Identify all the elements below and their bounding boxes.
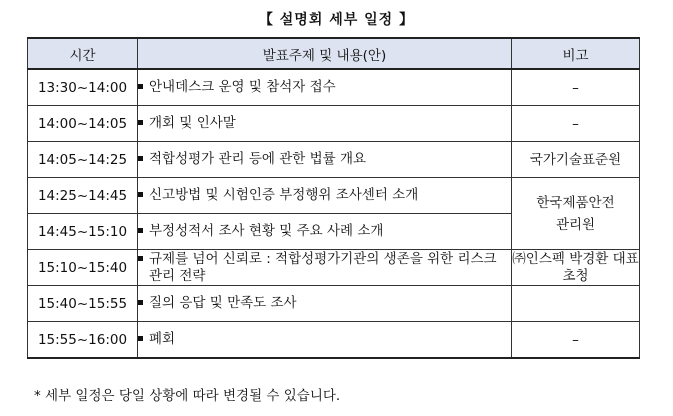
- row-note: [512, 178, 640, 250]
- bullet-icon: [138, 84, 143, 89]
- bullet-icon: [138, 336, 143, 341]
- header-note: 비고: [512, 38, 640, 69]
- row-time: 15:10~15:40: [28, 250, 138, 286]
- table-row: [28, 178, 640, 214]
- bullet-icon: [138, 300, 143, 305]
- row-topic: [138, 178, 512, 214]
- bullet-icon: [138, 156, 143, 161]
- row-topic: [138, 322, 512, 359]
- table-row: [28, 250, 640, 286]
- row-topic-text: 규제를 넘어 신뢰로 : 적합성평가기관의 생존을 위한 리스크 관리 전략: [149, 250, 497, 284]
- schedule-table: [27, 37, 640, 359]
- row-topic-text: 폐회: [149, 331, 176, 347]
- row-time: 14:45~15:10: [28, 214, 138, 250]
- row-note: 국가기술표준원: [512, 142, 640, 178]
- row-topic: [138, 142, 512, 178]
- row-note: [512, 286, 640, 322]
- row-note: –: [512, 69, 640, 106]
- row-time: 15:55~16:00: [28, 322, 138, 359]
- row-note: [512, 250, 640, 286]
- row-topic-text: 부정성적서 조사 현황 및 주요 사례 소개: [149, 223, 384, 239]
- table-row: [28, 106, 640, 142]
- table-row: [28, 142, 640, 178]
- row-time: 14:00~14:05: [28, 106, 138, 142]
- bullet-icon: [138, 228, 143, 233]
- row-topic: [138, 106, 512, 142]
- row-topic: [138, 69, 512, 106]
- row-topic: [138, 286, 512, 322]
- row-note-text: ㈜인스펙 박경환 대표 초청: [512, 250, 639, 284]
- bullet-icon: [138, 120, 143, 125]
- bullet-icon: [138, 256, 143, 261]
- row-time: 14:25~14:45: [28, 178, 138, 214]
- row-note: –: [512, 322, 640, 359]
- row-topic-text: 안내데스크 운영 및 참석자 접수: [149, 79, 336, 95]
- row-topic-text: 질의 응답 및 만족도 조사: [149, 295, 297, 311]
- row-topic: [138, 250, 512, 286]
- header-time: 시간: [28, 38, 138, 69]
- row-time: 14:05~14:25: [28, 142, 138, 178]
- table-header-row: [28, 38, 640, 69]
- row-topic-text: 신고방법 및 시험인증 부정행위 조사센터 소개: [149, 187, 419, 203]
- row-topic: [138, 214, 512, 250]
- row-note: –: [512, 106, 640, 142]
- row-topic-text: 적합성평가 관리 등에 관한 법률 개요: [149, 151, 367, 167]
- row-note-text: 한국제품안전 관리원: [536, 194, 615, 233]
- row-time: 13:30~14:00: [28, 69, 138, 106]
- page-title: 【 설명회 세부 일정 】: [258, 12, 415, 28]
- table-row: [28, 322, 640, 359]
- row-topic-text: 개회 및 인사말: [149, 115, 236, 131]
- header-topic: 발표주제 및 내용(안): [138, 38, 512, 69]
- table-row: [28, 286, 640, 322]
- table-row: [28, 69, 640, 106]
- bullet-icon: [138, 192, 143, 197]
- footnote: * 세부 일정은 당일 상황에 따라 변경될 수 있습니다.: [34, 388, 341, 404]
- row-time: 15:40~15:55: [28, 286, 138, 322]
